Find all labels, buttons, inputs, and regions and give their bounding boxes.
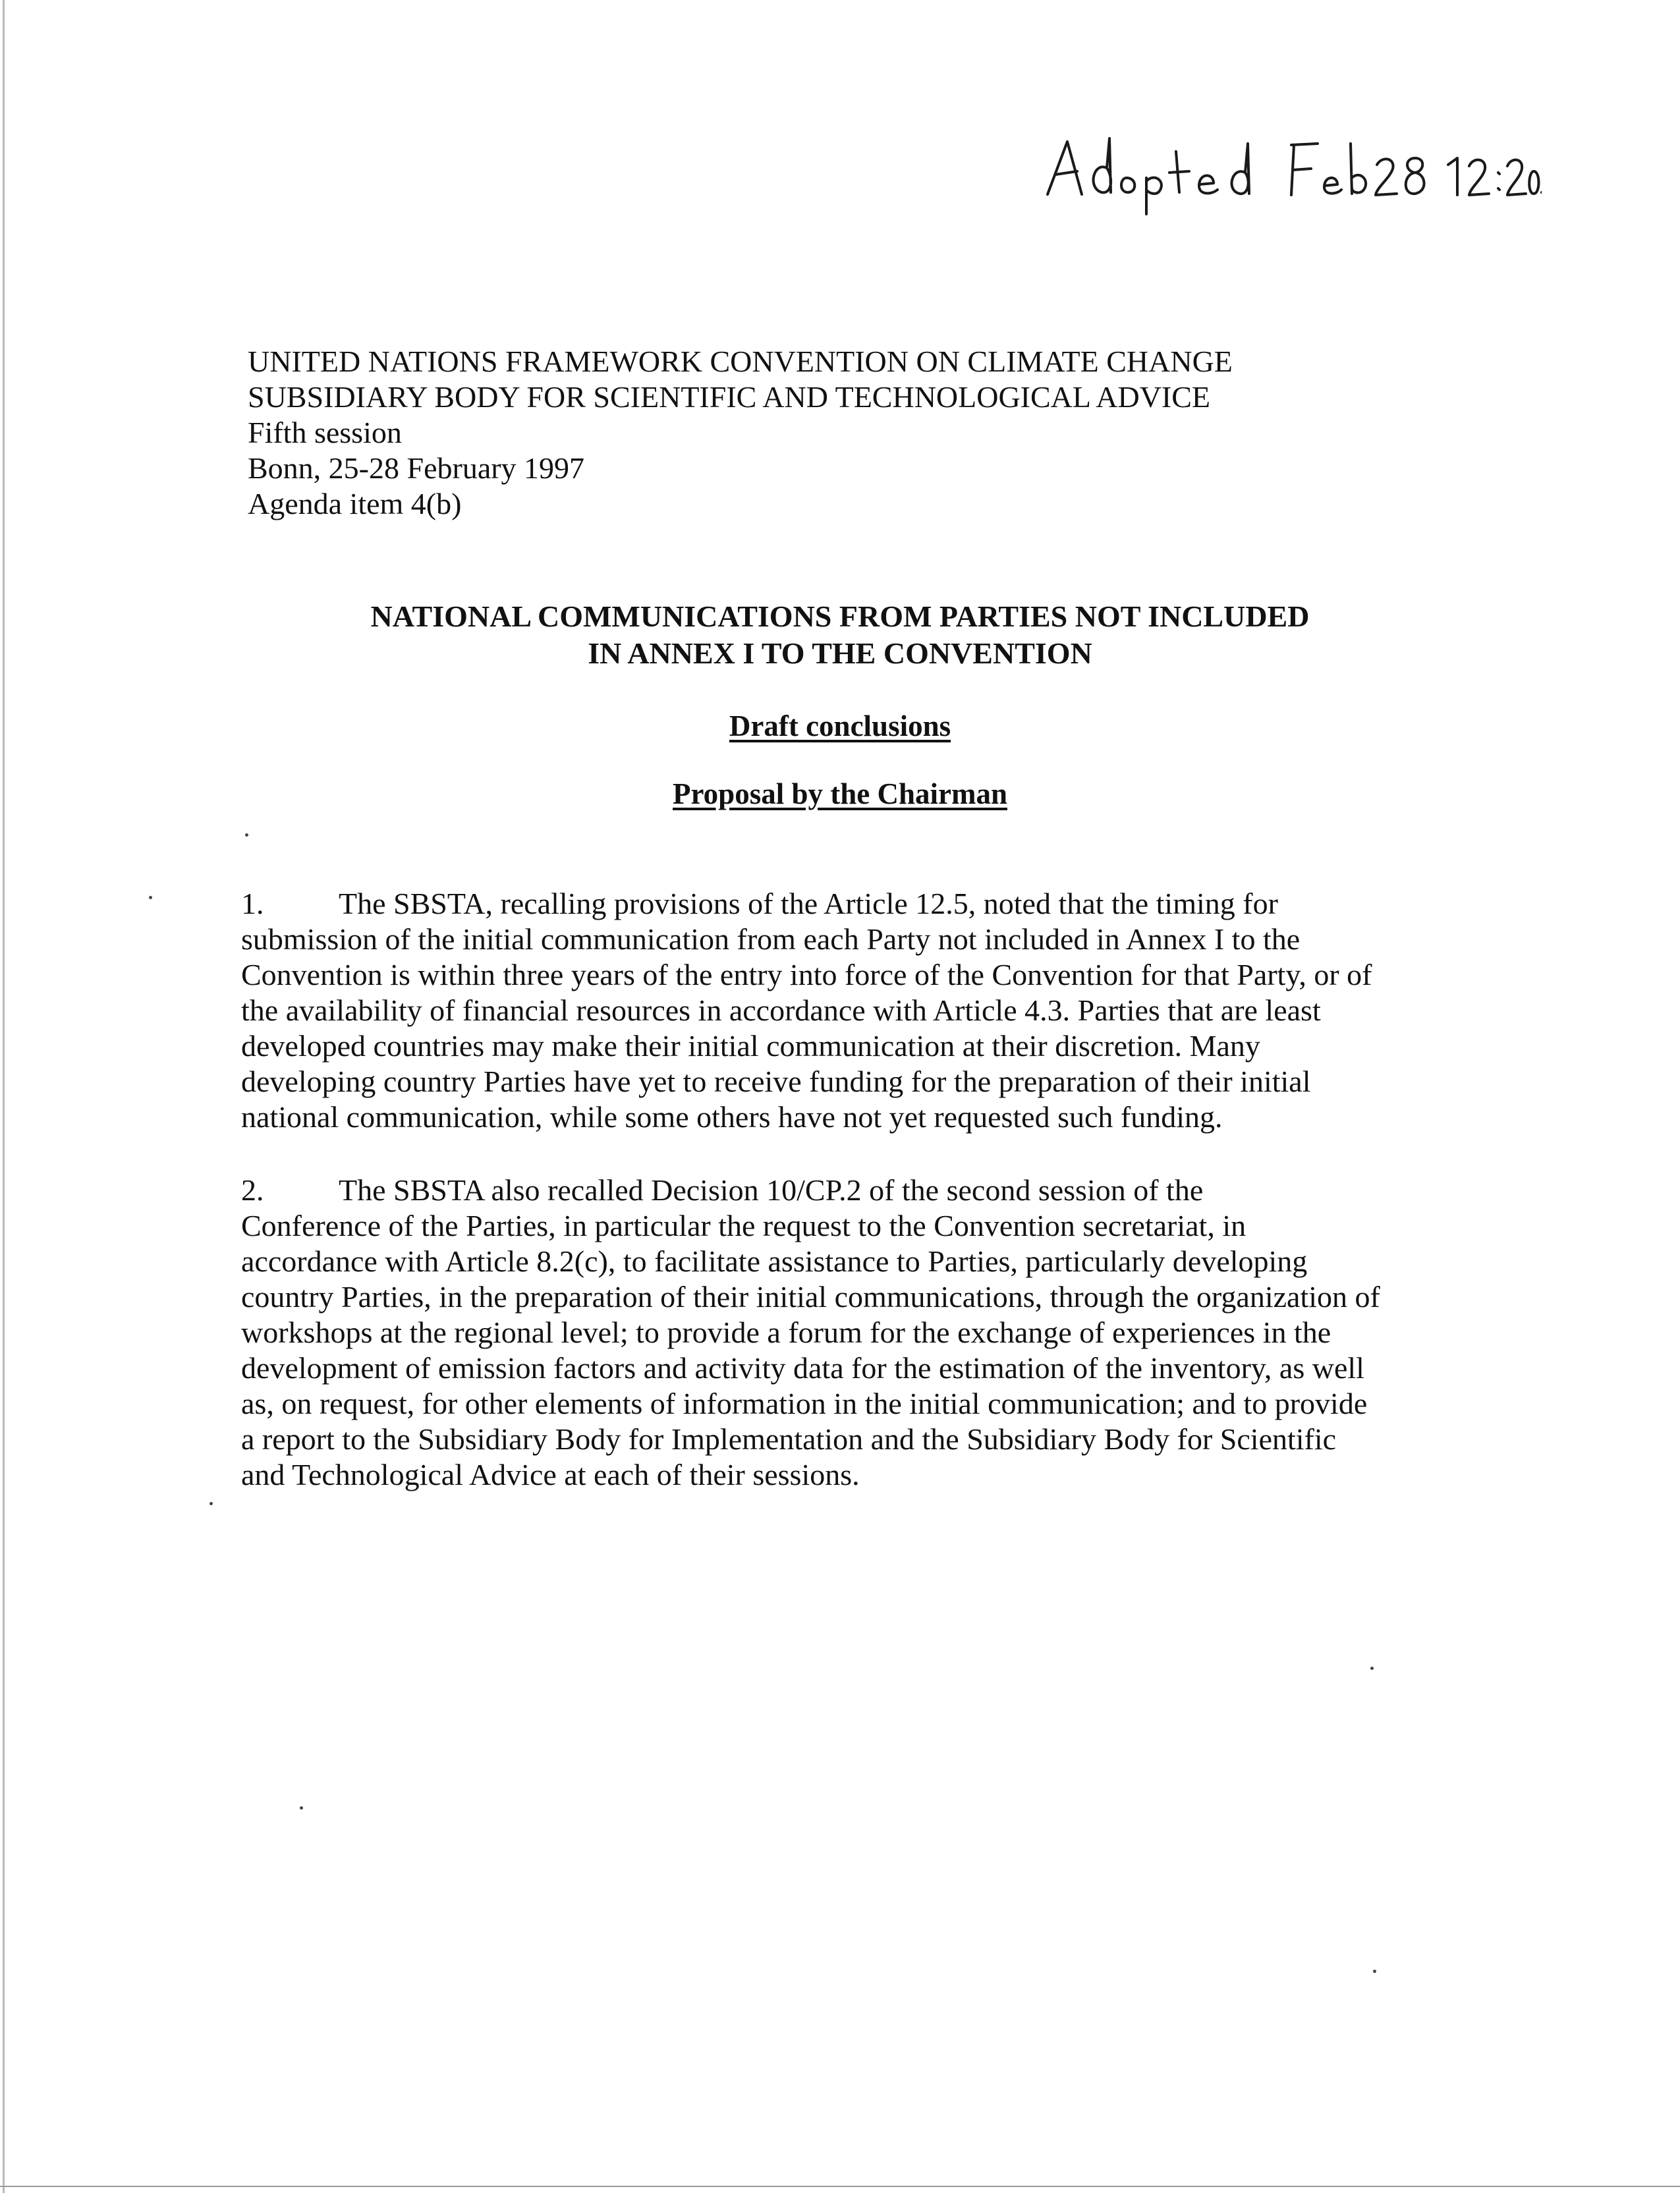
scan-speck (149, 896, 152, 899)
paragraph-2-line-7: as, on request, for other elements of information in the initial communication; and to provide (241, 1387, 1368, 1420)
paragraph-1-line-3: Convention is within three years of the entry into force of the Convention for that Party, or of (241, 958, 1372, 991)
paragraph-2-line-2: Conference of the Parties, in particular the request to the Convention secretariat, in (241, 1209, 1246, 1242)
paragraph-2-line-4: country Parties, in the preparation of their initial communications, through the organization of (241, 1280, 1380, 1314)
document-header (248, 344, 1434, 522)
paragraph-2 (241, 1173, 1480, 1493)
paragraph-1-line-6: developing country Parties have yet to receive funding for the preparation of their initial (241, 1065, 1311, 1098)
scan-edge-bottom (0, 2186, 1680, 2187)
paragraph-2-number: 2. (241, 1173, 264, 1207)
paragraph-2-line-6: development of emission factors and activity data for the estimation of the inventory, as well (241, 1351, 1364, 1385)
draft-conclusions-text: Draft conclusions (729, 709, 951, 742)
paragraph-1-line (241, 886, 1480, 922)
paragraph-1-line-1: The SBSTA, recalling provisions of the Article 12.5, noted that the timing for (339, 887, 1278, 920)
paragraph-1 (241, 886, 1480, 1135)
title-line-2: IN ANNEX I TO THE CONVENTION (588, 636, 1092, 670)
scan-speck (300, 1806, 303, 1810)
paragraph-2-line-8: a report to the Subsidiary Body for Implementation and the Subsidiary Body for Scientific (241, 1422, 1337, 1456)
header-convention: UNITED NATIONS FRAMEWORK CONVENTION ON CLIMATE CHANGE (248, 345, 1233, 378)
paragraph-2-line-3: accordance with Article 8.2(c), to facilitate assistance to Parties, particularly developing (241, 1244, 1308, 1278)
header-session: Fifth session (248, 416, 402, 449)
scan-speck (1370, 1667, 1374, 1670)
header-subsidiary-body: SUBSIDIARY BODY FOR SCIENTIFIC AND TECHNOLOGICAL ADVICE (248, 380, 1211, 414)
paragraph-2-line-5: workshops at the regional level; to provide a forum for the exchange of experiences in the (241, 1316, 1331, 1349)
draft-conclusions-heading (198, 708, 1482, 744)
proposal-heading (198, 776, 1482, 812)
handwritten-annotation (1041, 132, 1542, 217)
paragraph-1-line-4: the availability of financial resources in accordance with Article 4.3. Parties that are least (241, 993, 1321, 1027)
document-title (198, 598, 1482, 672)
proposal-text: Proposal by the Chairman (673, 777, 1007, 810)
paragraph-2-line (241, 1173, 1480, 1208)
scan-edge-left (3, 0, 5, 2193)
paragraph-1-number: 1. (241, 887, 264, 920)
paragraph-1-line-5: developed countries may make their initial communication at their discretion. Many (241, 1029, 1260, 1063)
scan-speck (245, 833, 248, 837)
scan-speck (210, 1502, 213, 1505)
paragraph-1-line-2: submission of the initial communication from each Party not included in Annex I to the (241, 922, 1301, 956)
paragraph-1-line-7: national communication, while some others have not yet requested such funding. (241, 1100, 1223, 1134)
header-place-date: Bonn, 25-28 February 1997 (248, 451, 585, 485)
title-line-1: NATIONAL COMMUNICATIONS FROM PARTIES NOT INCLUDED (370, 599, 1310, 633)
scan-speck (1373, 1970, 1376, 1973)
paragraph-2-line-1: The SBSTA also recalled Decision 10/CP.2 of the second session of the (339, 1173, 1204, 1207)
header-agenda-item: Agenda item 4(b) (248, 487, 462, 520)
paragraph-2-line-9: and Technological Advice at each of their sessions. (241, 1458, 860, 1491)
